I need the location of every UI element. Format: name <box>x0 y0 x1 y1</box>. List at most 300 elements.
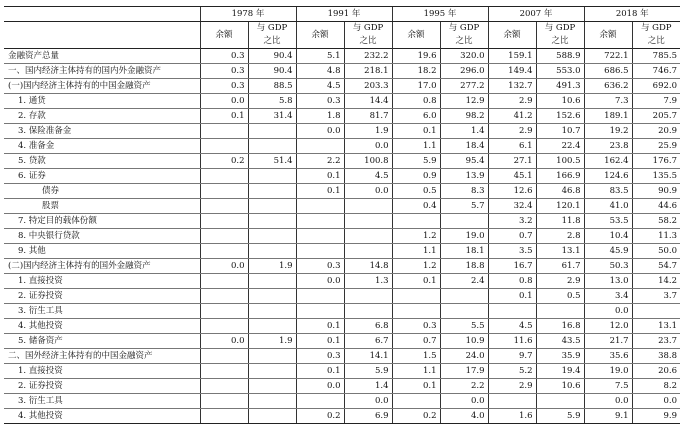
balance-cell: 16.7 <box>488 259 536 274</box>
balance-cell: 1.6 <box>488 409 536 424</box>
table-row <box>4 49 680 64</box>
balance-cell: 0.1 <box>200 109 248 124</box>
balance-cell <box>296 304 344 319</box>
balance-cell <box>392 214 440 229</box>
gdp-ratio-cell: 13.9 <box>440 169 488 184</box>
gdp-ratio-cell: 5.8 <box>248 94 296 109</box>
balance-cell: 0.0 <box>584 394 632 409</box>
balance-cell: 0.8 <box>392 94 440 109</box>
balance-cell: 0.2 <box>200 154 248 169</box>
balance-cell <box>200 124 248 139</box>
gdp-ratio-cell <box>248 304 296 319</box>
row-label: 4. 其他投资 <box>4 409 200 424</box>
balance-header: 余额 <box>296 22 344 49</box>
gdp-ratio-cell <box>440 289 488 304</box>
balance-header: 余额 <box>488 22 536 49</box>
balance-cell: 1.1 <box>392 364 440 379</box>
balance-cell <box>296 229 344 244</box>
gdp-ratio-cell: 0.0 <box>344 184 392 199</box>
gdp-ratio-cell <box>248 244 296 259</box>
balance-cell: 2.2 <box>296 154 344 169</box>
balance-cell: 35.6 <box>584 349 632 364</box>
balance-cell: 0.7 <box>392 334 440 349</box>
year-header-2007: 2007 年 <box>488 7 584 22</box>
table-row <box>4 64 680 79</box>
gdp-ratio-cell: 0.0 <box>440 394 488 409</box>
balance-cell: 0.3 <box>296 349 344 364</box>
gdp-ratio-cell <box>344 214 392 229</box>
gdp-ratio-cell: 588.9 <box>536 49 584 64</box>
balance-cell: 0.0 <box>296 274 344 289</box>
gdp-ratio-cell <box>248 139 296 154</box>
gdp-ratio-cell: 50.0 <box>632 244 680 259</box>
row-label: 3. 衍生工具 <box>4 304 200 319</box>
gdp-ratio-cell <box>536 304 584 319</box>
gdp-ratio-cell: 6.9 <box>344 409 392 424</box>
gdp-ratio-cell: 152.6 <box>536 109 584 124</box>
gdp-ratio-cell: 5.5 <box>440 319 488 334</box>
gdp-ratio-cell: 24.0 <box>440 349 488 364</box>
gdp-ratio-cell: 90.4 <box>248 49 296 64</box>
balance-cell: 0.0 <box>296 379 344 394</box>
table-body <box>4 49 680 424</box>
balance-cell: 1.1 <box>392 244 440 259</box>
gdp-ratio-cell: 44.6 <box>632 199 680 214</box>
gdp-ratio-cell: 2.4 <box>440 274 488 289</box>
balance-cell: 4.8 <box>296 64 344 79</box>
balance-cell: 0.0 <box>584 304 632 319</box>
gdp-ratio-cell: 14.4 <box>344 94 392 109</box>
balance-cell: 0.2 <box>296 409 344 424</box>
gdp-ratio-cell: 2.2 <box>440 379 488 394</box>
gdp-ratio-cell: 553.0 <box>536 64 584 79</box>
balance-cell <box>200 409 248 424</box>
gdp-ratio-cell: 100.8 <box>344 154 392 169</box>
balance-cell: 0.8 <box>488 274 536 289</box>
gdp-ratio-cell: 0.0 <box>632 394 680 409</box>
gdp-ratio-cell: 785.5 <box>632 49 680 64</box>
gdp-ratio-cell: 58.2 <box>632 214 680 229</box>
balance-cell: 0.1 <box>392 379 440 394</box>
row-label: 5. 贷款 <box>4 154 200 169</box>
gdp-ratio-cell: 296.0 <box>440 64 488 79</box>
gdp-ratio-cell: 11.3 <box>632 229 680 244</box>
gdp-ratio-cell <box>248 199 296 214</box>
balance-cell: 10.4 <box>584 229 632 244</box>
gdp-ratio-cell: 8.2 <box>632 379 680 394</box>
label-header-empty <box>4 7 200 22</box>
gdp-ratio-cell: 1.9 <box>248 259 296 274</box>
gdp-ratio-cell <box>248 229 296 244</box>
gdp-ratio-cell: 0.0 <box>344 394 392 409</box>
row-label: (二)国内经济主体持有的国外金融资产 <box>4 259 200 274</box>
gdp-ratio-header: 与 GDP 之比 <box>248 22 296 49</box>
label-header-empty-2 <box>4 22 200 49</box>
gdp-ratio-cell <box>344 304 392 319</box>
balance-cell: 0.7 <box>488 229 536 244</box>
gdp-ratio-cell: 43.5 <box>536 334 584 349</box>
balance-cell: 7.5 <box>584 379 632 394</box>
gdp-ratio-cell <box>344 229 392 244</box>
gdp-ratio-cell: 2.9 <box>536 274 584 289</box>
gdp-ratio-cell: 8.3 <box>440 184 488 199</box>
balance-cell <box>200 394 248 409</box>
gdp-ratio-cell: 135.5 <box>632 169 680 184</box>
balance-cell <box>200 379 248 394</box>
gdp-ratio-cell: 7.9 <box>632 94 680 109</box>
balance-cell: 6.1 <box>488 139 536 154</box>
balance-header: 余额 <box>200 22 248 49</box>
gdp-ratio-cell: 95.4 <box>440 154 488 169</box>
row-label: 5. 储备资产 <box>4 334 200 349</box>
row-label: 4. 其他投资 <box>4 319 200 334</box>
gdp-ratio-cell: 13.1 <box>536 244 584 259</box>
balance-cell: 0.1 <box>296 169 344 184</box>
gdp-ratio-cell: 10.9 <box>440 334 488 349</box>
gdp-ratio-cell: 5.7 <box>440 199 488 214</box>
balance-cell: 0.1 <box>392 124 440 139</box>
gdp-ratio-cell <box>248 274 296 289</box>
gdp-ratio-cell: 120.1 <box>536 199 584 214</box>
table-row <box>4 334 680 349</box>
balance-cell: 636.2 <box>584 79 632 94</box>
row-label: 2. 存款 <box>4 109 200 124</box>
balance-cell: 50.3 <box>584 259 632 274</box>
gdp-ratio-cell: 14.2 <box>632 274 680 289</box>
balance-cell: 53.5 <box>584 214 632 229</box>
row-label: 6. 证券 <box>4 169 200 184</box>
gdp-ratio-cell: 98.2 <box>440 109 488 124</box>
gdp-ratio-cell: 320.0 <box>440 49 488 64</box>
gdp-ratio-cell: 81.7 <box>344 109 392 124</box>
balance-cell: 0.1 <box>488 289 536 304</box>
table-row <box>4 349 680 364</box>
row-label: 8. 中央银行贷款 <box>4 229 200 244</box>
balance-cell: 12.6 <box>488 184 536 199</box>
gdp-ratio-cell <box>440 304 488 319</box>
year-header-1978: 1978 年 <box>200 7 296 22</box>
gdp-ratio-cell <box>248 124 296 139</box>
table-row <box>4 199 680 214</box>
balance-cell: 0.3 <box>200 49 248 64</box>
balance-cell <box>392 289 440 304</box>
gdp-ratio-cell <box>248 409 296 424</box>
table-row <box>4 154 680 169</box>
balance-cell: 149.4 <box>488 64 536 79</box>
sub-header-row <box>4 22 680 49</box>
balance-cell: 23.8 <box>584 139 632 154</box>
gdp-ratio-cell: 14.8 <box>344 259 392 274</box>
balance-cell <box>200 139 248 154</box>
gdp-ratio-cell: 46.8 <box>536 184 584 199</box>
gdp-ratio-cell: 20.6 <box>632 364 680 379</box>
gdp-ratio-cell: 19.4 <box>536 364 584 379</box>
gdp-ratio-cell: 1.4 <box>344 379 392 394</box>
balance-cell <box>200 199 248 214</box>
gdp-ratio-cell: 4.0 <box>440 409 488 424</box>
gdp-ratio-header: 与 GDP 之比 <box>344 22 392 49</box>
gdp-ratio-cell <box>248 169 296 184</box>
gdp-ratio-cell: 31.4 <box>248 109 296 124</box>
gdp-ratio-cell: 0.5 <box>536 289 584 304</box>
table-row <box>4 94 680 109</box>
gdp-ratio-cell: 205.7 <box>632 109 680 124</box>
balance-cell: 0.2 <box>392 409 440 424</box>
gdp-ratio-cell: 10.7 <box>536 124 584 139</box>
balance-cell <box>296 394 344 409</box>
balance-header: 余额 <box>392 22 440 49</box>
gdp-ratio-cell: 1.9 <box>344 124 392 139</box>
gdp-ratio-cell: 746.7 <box>632 64 680 79</box>
gdp-ratio-cell: 2.8 <box>536 229 584 244</box>
table-row <box>4 214 680 229</box>
balance-cell: 32.4 <box>488 199 536 214</box>
balance-cell: 0.5 <box>392 184 440 199</box>
balance-cell: 686.5 <box>584 64 632 79</box>
balance-cell: 19.0 <box>584 364 632 379</box>
balance-cell: 0.9 <box>392 169 440 184</box>
balance-cell: 41.0 <box>584 199 632 214</box>
balance-cell: 0.0 <box>200 334 248 349</box>
year-header-2018: 2018 年 <box>584 7 680 22</box>
gdp-ratio-cell <box>344 244 392 259</box>
gdp-ratio-cell: 100.5 <box>536 154 584 169</box>
table-row <box>4 79 680 94</box>
balance-cell: 0.3 <box>200 79 248 94</box>
balance-cell: 12.0 <box>584 319 632 334</box>
balance-cell <box>392 394 440 409</box>
year-header-1995: 1995 年 <box>392 7 488 22</box>
gdp-ratio-cell <box>248 364 296 379</box>
gdp-ratio-cell <box>632 304 680 319</box>
balance-cell: 6.0 <box>392 109 440 124</box>
gdp-ratio-cell <box>248 319 296 334</box>
table-row <box>4 364 680 379</box>
row-label: 一、国内经济主体持有的国内外金融资产 <box>4 64 200 79</box>
gdp-ratio-cell <box>248 379 296 394</box>
gdp-ratio-cell: 166.9 <box>536 169 584 184</box>
table-row <box>4 379 680 394</box>
gdp-ratio-cell: 22.4 <box>536 139 584 154</box>
gdp-ratio-cell: 692.0 <box>632 79 680 94</box>
balance-cell: 0.3 <box>200 64 248 79</box>
gdp-ratio-cell: 18.8 <box>440 259 488 274</box>
gdp-ratio-cell: 90.9 <box>632 184 680 199</box>
gdp-ratio-cell: 0.0 <box>344 139 392 154</box>
balance-cell: 0.3 <box>296 259 344 274</box>
balance-cell: 0.0 <box>296 124 344 139</box>
balance-cell <box>200 304 248 319</box>
balance-cell <box>200 349 248 364</box>
row-label: 1. 通货 <box>4 94 200 109</box>
balance-cell: 0.4 <box>392 199 440 214</box>
gdp-ratio-cell <box>344 199 392 214</box>
table-row <box>4 109 680 124</box>
gdp-ratio-cell: 218.1 <box>344 64 392 79</box>
gdp-ratio-cell: 19.0 <box>440 229 488 244</box>
balance-cell <box>488 394 536 409</box>
gdp-ratio-header: 与 GDP 之比 <box>536 22 584 49</box>
row-label: 3. 保险准备金 <box>4 124 200 139</box>
gdp-ratio-cell: 20.9 <box>632 124 680 139</box>
table-row <box>4 274 680 289</box>
balance-cell <box>488 304 536 319</box>
balance-cell: 5.9 <box>392 154 440 169</box>
balance-cell: 83.5 <box>584 184 632 199</box>
table-row <box>4 184 680 199</box>
balance-cell: 19.6 <box>392 49 440 64</box>
gdp-ratio-cell <box>248 184 296 199</box>
gdp-ratio-cell: 491.3 <box>536 79 584 94</box>
balance-cell: 4.5 <box>296 79 344 94</box>
balance-cell: 1.2 <box>392 229 440 244</box>
gdp-ratio-cell: 61.7 <box>536 259 584 274</box>
balance-cell: 11.6 <box>488 334 536 349</box>
financial-assets-table <box>4 6 680 424</box>
row-label: 债券 <box>4 184 200 199</box>
balance-cell: 159.1 <box>488 49 536 64</box>
balance-cell: 0.0 <box>200 259 248 274</box>
gdp-ratio-cell: 14.1 <box>344 349 392 364</box>
table-row <box>4 169 680 184</box>
balance-cell: 21.7 <box>584 334 632 349</box>
gdp-ratio-cell: 1.9 <box>248 334 296 349</box>
balance-cell: 0.0 <box>200 94 248 109</box>
balance-cell: 0.3 <box>392 319 440 334</box>
balance-cell: 162.4 <box>584 154 632 169</box>
balance-cell <box>200 169 248 184</box>
balance-cell <box>200 244 248 259</box>
balance-cell: 27.1 <box>488 154 536 169</box>
gdp-ratio-cell: 5.9 <box>536 409 584 424</box>
gdp-ratio-cell: 5.9 <box>344 364 392 379</box>
balance-cell <box>200 289 248 304</box>
row-label: 1. 直接投资 <box>4 364 200 379</box>
row-label: 金融资产总量 <box>4 49 200 64</box>
balance-cell <box>200 184 248 199</box>
row-label: 3. 衍生工具 <box>4 394 200 409</box>
balance-cell <box>296 244 344 259</box>
gdp-ratio-cell: 18.1 <box>440 244 488 259</box>
balance-cell: 41.2 <box>488 109 536 124</box>
row-label: 1. 直接投资 <box>4 274 200 289</box>
balance-header: 余额 <box>584 22 632 49</box>
row-label: 7. 特定目的载体份额 <box>4 214 200 229</box>
year-header-1991: 1991 年 <box>296 7 392 22</box>
balance-cell: 132.7 <box>488 79 536 94</box>
balance-cell: 3.5 <box>488 244 536 259</box>
balance-cell: 2.9 <box>488 379 536 394</box>
balance-cell <box>200 364 248 379</box>
balance-cell: 45.1 <box>488 169 536 184</box>
balance-cell: 0.1 <box>296 364 344 379</box>
balance-cell: 124.6 <box>584 169 632 184</box>
balance-cell: 1.1 <box>392 139 440 154</box>
balance-cell: 45.9 <box>584 244 632 259</box>
gdp-ratio-cell: 4.5 <box>344 169 392 184</box>
table-row <box>4 304 680 319</box>
balance-cell: 0.1 <box>296 184 344 199</box>
gdp-ratio-cell: 203.3 <box>344 79 392 94</box>
table-row <box>4 229 680 244</box>
table-row <box>4 124 680 139</box>
table-row <box>4 394 680 409</box>
gdp-ratio-cell: 12.9 <box>440 94 488 109</box>
table-row <box>4 289 680 304</box>
table-row <box>4 319 680 334</box>
gdp-ratio-cell: 232.2 <box>344 49 392 64</box>
table-row <box>4 259 680 274</box>
gdp-ratio-cell: 11.8 <box>536 214 584 229</box>
gdp-ratio-cell: 176.7 <box>632 154 680 169</box>
row-label: 4. 准备金 <box>4 139 200 154</box>
balance-cell <box>296 199 344 214</box>
gdp-ratio-cell: 1.4 <box>440 124 488 139</box>
balance-cell: 7.3 <box>584 94 632 109</box>
gdp-ratio-cell: 6.7 <box>344 334 392 349</box>
gdp-ratio-header: 与 GDP 之比 <box>440 22 488 49</box>
balance-cell <box>200 229 248 244</box>
row-label: (一)国内经济主体持有的中国金融资产 <box>4 79 200 94</box>
balance-cell: 0.3 <box>296 94 344 109</box>
row-label: 2. 证券投资 <box>4 289 200 304</box>
gdp-ratio-cell: 51.4 <box>248 154 296 169</box>
financial-assets-table-container <box>4 6 680 424</box>
gdp-ratio-cell: 25.9 <box>632 139 680 154</box>
balance-cell: 18.2 <box>392 64 440 79</box>
gdp-ratio-cell: 9.9 <box>632 409 680 424</box>
balance-cell: 4.5 <box>488 319 536 334</box>
gdp-ratio-cell: 18.4 <box>440 139 488 154</box>
row-label: 9. 其他 <box>4 244 200 259</box>
balance-cell <box>392 304 440 319</box>
gdp-ratio-cell: 23.7 <box>632 334 680 349</box>
balance-cell: 722.1 <box>584 49 632 64</box>
gdp-ratio-cell: 38.8 <box>632 349 680 364</box>
balance-cell <box>296 289 344 304</box>
balance-cell: 1.5 <box>392 349 440 364</box>
balance-cell: 2.9 <box>488 94 536 109</box>
year-header-row <box>4 7 680 22</box>
balance-cell: 5.1 <box>296 49 344 64</box>
balance-cell: 17.0 <box>392 79 440 94</box>
gdp-ratio-cell: 10.6 <box>536 94 584 109</box>
balance-cell: 13.0 <box>584 274 632 289</box>
gdp-ratio-cell: 90.4 <box>248 64 296 79</box>
gdp-ratio-cell: 54.7 <box>632 259 680 274</box>
table-row <box>4 139 680 154</box>
gdp-ratio-cell <box>440 214 488 229</box>
table-row <box>4 244 680 259</box>
gdp-ratio-cell: 6.8 <box>344 319 392 334</box>
gdp-ratio-cell <box>344 289 392 304</box>
row-label: 股票 <box>4 199 200 214</box>
gdp-ratio-cell <box>248 289 296 304</box>
balance-cell: 2.9 <box>488 124 536 139</box>
gdp-ratio-cell: 88.5 <box>248 79 296 94</box>
balance-cell: 0.1 <box>296 334 344 349</box>
balance-cell <box>296 214 344 229</box>
gdp-ratio-cell <box>248 349 296 364</box>
balance-cell <box>200 214 248 229</box>
balance-cell: 3.4 <box>584 289 632 304</box>
gdp-ratio-cell: 17.9 <box>440 364 488 379</box>
balance-cell: 3.2 <box>488 214 536 229</box>
balance-cell: 19.2 <box>584 124 632 139</box>
gdp-ratio-cell: 13.1 <box>632 319 680 334</box>
gdp-ratio-header: 与 GDP 之比 <box>632 22 680 49</box>
table-row <box>4 409 680 424</box>
